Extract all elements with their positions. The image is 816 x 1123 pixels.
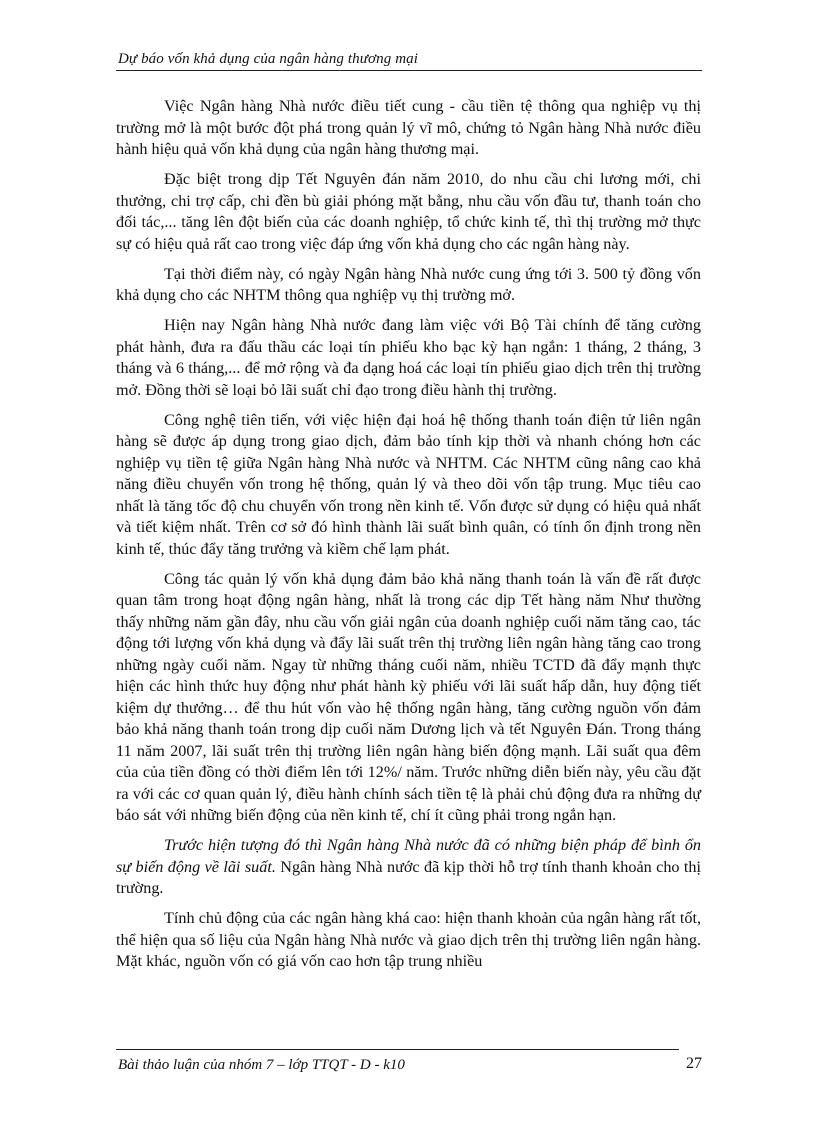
page-header — [116, 52, 702, 71]
paragraph: Công tác quản lý vốn khả dụng đảm bảo khả năng thanh toán là vấn đề rất được quan tâm trong hoạt động ngân hàng, nhất là trong các dịp Tết hàng năm Như thường thấy những năm gần đây, nhu cầu vốn giải ngân của doanh nghiệp cuối năm tăng cao, tác động tới lượng vốn khả dụng và đẩy lãi suất trên thị trường liên ngân hàng tăng cao trong những ngày cuối năm. Ngay từ những tháng cuối năm, nhiều TCTD đã đẩy mạnh thực hiện các hình thức huy động như phát hành kỳ phiếu với lãi suất hấp dẫn, huy động tiết kiệm dự thưởng… để thu hút vốn vào hệ thống ngân hàng, tăng cường nguồn vốn đảm bảo khả năng thanh toán trong dịp cuối năm Dương lịch và tết Nguyên Đán. Trong tháng 11 năm 2007, lãi suất trên thị trường liên ngân hàng biến động mạnh. Lãi suất qua đêm của của tiền đồng có thời điểm lên tới 12%/ năm. Trước những diễn biến này, yêu cầu đặt ra với các cơ quan quản lý, điều hành chính sách tiền tệ là phải chủ động đưa ra những dự báo sát với những biến động của nền kinh tế, chí ít cũng phải trong ngắn hạn. — [116, 569, 701, 824]
page-number: 27 — [686, 1055, 702, 1072]
italic-lead-sentence: Trước hiện tượng đó thì Ngân hàng Nhà nước đã có những biện pháp để bình ổn sự biến động về lãi suất. — [116, 836, 701, 876]
header-title: Dự báo vốn khả dụng của ngân hàng thương mại — [118, 51, 418, 67]
paragraph-continuation: Ngân hàng Nhà nước đã kịp thời hỗ trợ tính thanh khoản cho thị trường. — [116, 857, 701, 897]
document-body — [116, 96, 701, 981]
paragraph: Tính chủ động của các ngân hàng khá cao: hiện thanh khoản của ngân hàng rất tốt, thể hiện qua số liệu của Ngân hàng Nhà nước và giao dịch trên thị trường liên ngân hàng. Mặt khác, nguồn vốn có giá vốn cao hơn tập trung nhiều — [116, 909, 701, 970]
footer-text: Bài thảo luận của nhóm 7 – lớp TTQT - D - k10 — [118, 1057, 405, 1073]
paragraph: Đặc biệt trong dịp Tết Nguyên đán năm 2010, do nhu cầu chi lương mới, chi thưởng, chi trợ cấp, chi đền bù giải phóng mặt bằng, nhu cầu vốn đầu tư, thanh toán cho đối tác,... tăng lên đột biến của các doanh nghiệp, tổ chức kinh tế, thì thị trường mở thực sự có hiệu quả rất cao trong việc đáp ứng vốn khả dụng cho các ngân hàng này. — [116, 170, 701, 253]
paragraph: Tại thời điểm này, có ngày Ngân hàng Nhà nước cung ứng tới 3. 500 tỷ đồng vốn khả dụng cho các NHTM thông qua nghiệp vụ thị trường mở. — [116, 264, 701, 304]
paragraph: Việc Ngân hàng Nhà nước điều tiết cung - cầu tiền tệ thông qua nghiệp vụ thị trường mở là một bước đột phá trong quản lý vĩ mô, chứng tỏ Ngân hàng Nhà nước điều hành hiệu quả vốn khả dụng của ngân hàng thương mại. — [116, 97, 701, 158]
paragraph-mixed — [116, 835, 701, 900]
page-footer — [116, 1049, 702, 1075]
footer-divider — [116, 1049, 679, 1050]
paragraph: Công nghệ tiên tiến, với việc hiện đại hoá hệ thống thanh toán điện tử liên ngân hàng sẽ được áp dụng trong giao dịch, đảm bảo tính kịp thời và nhanh chóng hơn các nghiệp vụ tiền tệ giữa Ngân hàng Nhà nước và NHTM. Các NHTM cũng nâng cao khả năng điều chuyển vốn trong hệ thống, quản lý và theo dõi vốn tập trung. Mục tiêu cao nhất là tăng tốc độ chu chuyển vốn trong nền kinh tế. Vốn được sử dụng có hiệu quả nhất và tiết kiệm nhất. Trên cơ sở đó hình thành lãi suất bình quân, có tính ổn định trong nền kinh tế, thúc đẩy tăng trưởng và kiềm chế lạm phát. — [116, 410, 701, 558]
paragraph: Hiện nay Ngân hàng Nhà nước đang làm việc với Bộ Tài chính để tăng cường phát hành, đưa ra đấu thầu các loại tín phiếu kho bạc kỳ hạn ngắn: 1 tháng, 2 tháng, 3 tháng và 6 tháng,... để mở rộng và đa dạng hoá các loại tín phiếu giao dịch trên thị trường mở. Đồng thời sẽ loại bỏ lãi suất chỉ đạo trong điều hành thị trường. — [116, 316, 701, 399]
